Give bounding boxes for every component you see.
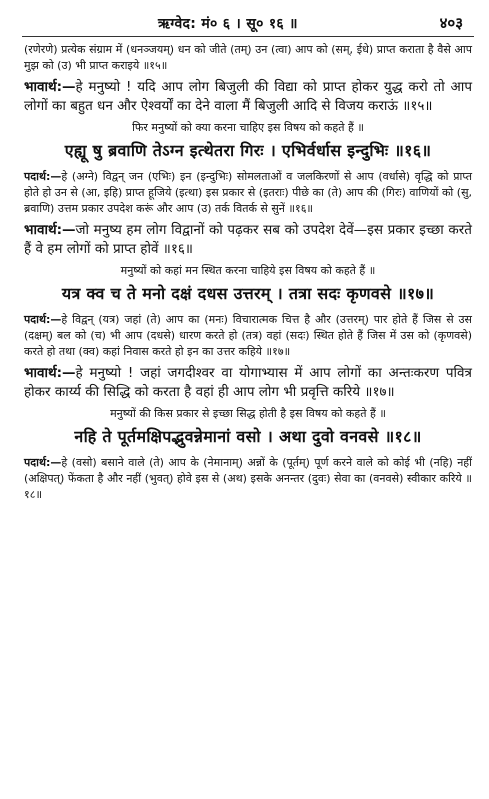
paragraph-text: हे (अग्ने) विद्वन् जन (एभिः) इन (इन्दुभिः) सोमलताओं व जलकिरणों से आप (वर्धासे) वृद्धि को प्राप्त होते हो उन से (आ, इहि) प्राप्त हूजिये (इत्था) इस प्रकार से (इतराः) पीछे का (ते) आप की (गिरः) वाणियों को (सु, ब्रवाणि) उत्तम प्रकार उपदेश करूं और आप (उ) तर्क वितर्क से सुनें ॥१६॥ xyxy=(24,170,472,215)
paragraph-text: हे मनुष्यो ! जहां जगदीश्वर वा योगाभ्यास में आप लोगों का अन्तःकरण पवित्र होकर कार्य्य की सिद्धि को करता है वहां ही आप लोग भी प्रवृत्ति करिये ॥१७॥ xyxy=(24,365,472,400)
bhavarth-paragraph xyxy=(24,78,472,116)
topic-introduction: मनुष्यों की किस प्रकार से इच्छा सिद्ध होती है इस विषय को कहते हैं ॥ xyxy=(110,407,386,420)
mantra-verse: यत्र क्व च ते मनो दक्षं दधस उत्तरम् । तत्रा सदः कृणवसे ॥१७॥ xyxy=(61,284,435,303)
paragraph-text: हे विद्वन् (यत्र) जहां (ते) आप का (मनः) विचारात्मक चित्त है और (उत्तरम्) पार होते हैं जिस से उस (दक्षम्) बल को (च) भी आप (दधसे) धारण करते हो (तत्र) वहां (सदः) स्थित होते हैं जिस में उस को (कृणवसे) करते हो तथा (क्व) कहां निवास करते हो इन का उत्तर कहिये ॥१७॥ xyxy=(24,313,472,358)
mantra-verse: एह्यू षु ब्रवाणि तेऽग्न इत्थेतरा गिरः । एभिर्वर्धास इन्दुभिः ॥१६॥ xyxy=(64,141,432,160)
topic-introduction: फिर मनुष्यों को क्या करना चाहिए इस विषय को कहते हैं ॥ xyxy=(132,121,364,134)
section-label: पदार्थ:— xyxy=(24,456,62,469)
mantra-verse: नहि ते पूर्तमक्षिपद्भुवन्नेमानां वसो । अथा दुवो वनवसे ॥१८॥ xyxy=(74,427,422,446)
paragraph-text: जो मनुष्य हम लोग विद्वानों को पढ़कर सब को उपदेश देवें—इस प्रकार इच्छा करते हैं वे हम लोगों को प्राप्त होवें ॥१६॥ xyxy=(24,222,472,257)
header-rule xyxy=(22,36,474,37)
bhavarth-paragraph xyxy=(24,221,472,259)
section-label: भावार्थ:— xyxy=(24,365,76,381)
topic-introduction: मनुष्यों को कहां मन स्थित करना चाहिये इस विषय को कहते हैं ॥ xyxy=(120,264,376,277)
section-label: पदार्थ:— xyxy=(24,313,62,326)
text-paragraph xyxy=(24,42,472,74)
section-label: पदार्थ:— xyxy=(24,170,62,183)
bhavarth-paragraph xyxy=(24,364,472,402)
padarth-paragraph xyxy=(24,455,472,503)
page-number: ४०३ xyxy=(439,14,463,32)
running-header-title: ऋग्वेद: मं० ६ । सू० १६ ॥ xyxy=(158,16,298,32)
page-body xyxy=(24,42,472,507)
section-label: भावार्थ:— xyxy=(24,222,76,238)
paragraph-text: (रणेरणे) प्रत्येक संग्राम में (धनञ्जयम्) धन को जीते (तम्) उन (त्वा) आप को (सम्, ईधे) प्राप्त कराता है वैसे आप मुझ को (उ) भी प्राप्त कराइये ॥१५॥ xyxy=(24,43,472,72)
padarth-paragraph xyxy=(24,169,472,217)
padarth-paragraph xyxy=(24,312,472,360)
page-header xyxy=(0,8,489,38)
paragraph-text: हे मनुष्यो ! यदि आप लोग बिजुली की विद्या को प्राप्त होकर युद्ध करो तो आप लोगों का बहुत धन और ऐश्वर्यों का देने वाला मैं बिजुली आदि से विजय कराऊं ॥१५॥ xyxy=(24,79,472,114)
section-label: भावार्थ:— xyxy=(24,79,76,95)
paragraph-text: हे (वसो) बसाने वाले (ते) आप के (नेमानाम्) अन्नों के (पूर्तम्) पूर्ण करने वाले को कोई भी (नहि) नहीं (अक्षिपत्) फेंकता है और नहीं (भुवत्) होवे इस से (अथ) इसके अनन्तर (दुवः) सेवा का (वनवसे) स्वीकार करिये ॥१८॥ xyxy=(24,456,472,501)
